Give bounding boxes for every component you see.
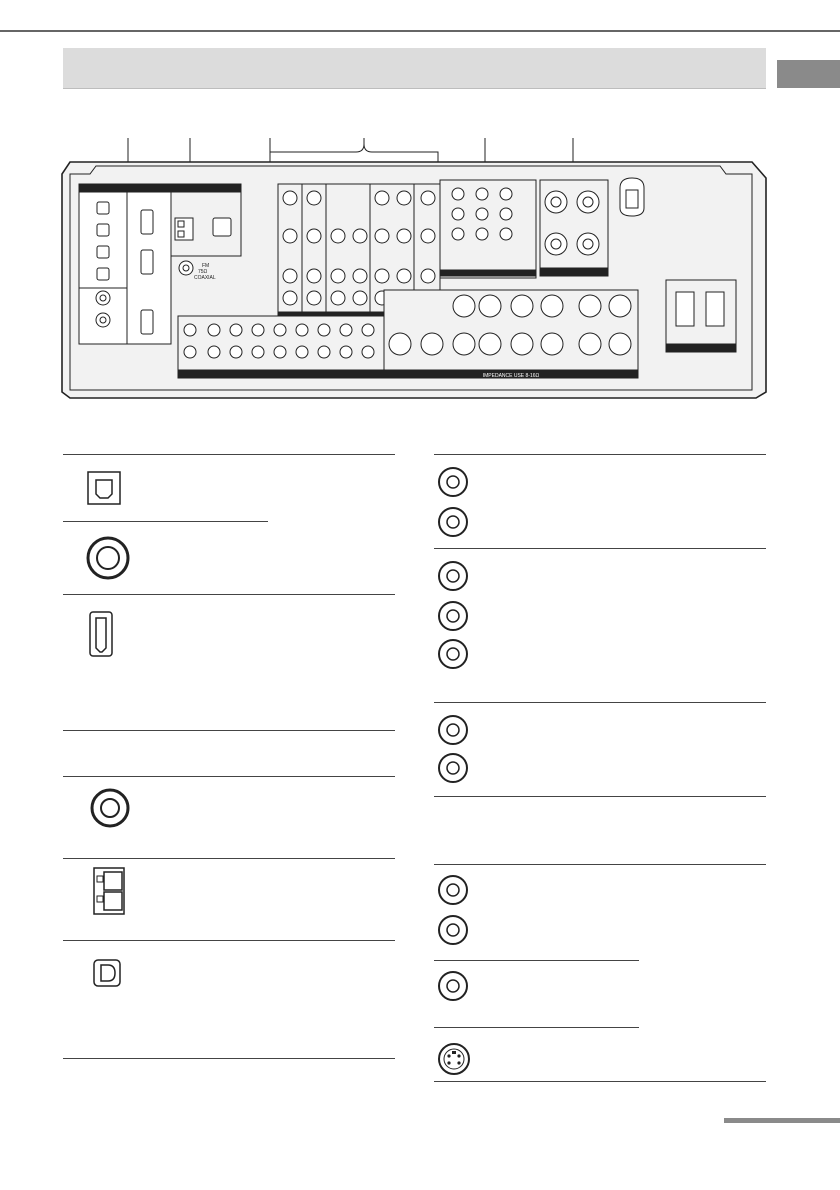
component-video-block xyxy=(440,180,536,278)
rca-jack-icon xyxy=(437,466,469,498)
digital-optical-block xyxy=(79,184,127,344)
right-rule-top xyxy=(434,454,766,455)
right-rule-6 xyxy=(434,960,639,961)
svg-text:FM: FM xyxy=(202,263,210,269)
right-rule-4 xyxy=(434,796,766,797)
speaker-impedance-label: IMPEDANCE USE 8-16Ω xyxy=(482,373,540,379)
right-rule-7 xyxy=(434,1027,639,1028)
right-rule-2 xyxy=(434,548,766,549)
speaker-terminals-bottom xyxy=(384,290,638,378)
rca-jack-icon xyxy=(437,638,469,670)
left-rule-6 xyxy=(63,858,395,859)
left-rule-bottom xyxy=(63,1058,395,1059)
rca-jack-icon xyxy=(437,970,469,1002)
fm-antenna-terminal-icon xyxy=(92,866,128,916)
right-rule-3 xyxy=(434,702,766,703)
rca-jack-icon xyxy=(437,600,469,632)
rca-jack-icon xyxy=(437,560,469,592)
continued-mark xyxy=(724,1118,840,1123)
rca-jack-icon xyxy=(437,874,469,906)
section-heading-bar xyxy=(63,48,766,89)
page-top-rule xyxy=(0,30,840,32)
rca-jack-icon xyxy=(437,914,469,946)
left-rule-top xyxy=(63,454,395,455)
voltage-selector xyxy=(620,178,644,216)
left-rule-3 xyxy=(63,594,395,595)
chapter-tab xyxy=(777,60,840,88)
left-rule-5 xyxy=(63,776,395,777)
ac-outlets xyxy=(666,280,736,352)
left-rule-2 xyxy=(63,521,268,522)
hdmi-block xyxy=(127,184,171,344)
coaxial-jack-icon xyxy=(86,536,130,580)
rear-panel-diagram xyxy=(0,130,840,410)
optical-jack-icon xyxy=(86,470,122,506)
rca-jack-icon xyxy=(437,714,469,746)
antenna-jack-icon xyxy=(90,788,130,828)
right-rule-5 xyxy=(434,864,766,865)
audio-io-block xyxy=(178,316,384,378)
right-rule-bottom xyxy=(434,1081,766,1082)
rca-jack-icon xyxy=(437,752,469,784)
left-rule-4 xyxy=(63,730,395,731)
speaker-terminals-top xyxy=(540,180,608,276)
dmport-jack-icon xyxy=(92,958,122,988)
hdmi-jack-icon xyxy=(86,610,116,658)
svg-text:COAXIAL: COAXIAL xyxy=(194,275,216,281)
svg-text:75Ω: 75Ω xyxy=(198,269,208,275)
left-rule-7 xyxy=(63,940,395,941)
s-video-jack-icon xyxy=(437,1042,471,1076)
rca-jack-icon xyxy=(437,506,469,538)
